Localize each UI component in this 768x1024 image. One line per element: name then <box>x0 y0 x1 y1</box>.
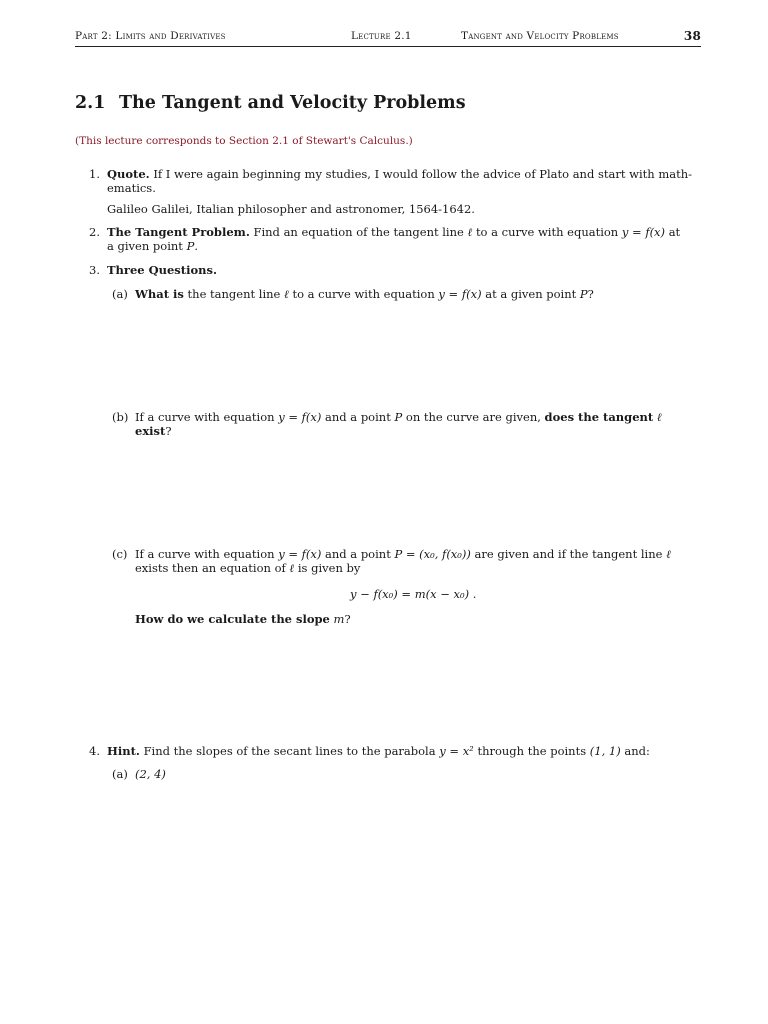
tangent-problem-text-c: at <box>668 225 681 239</box>
question-a-text-c: at a given point <box>485 287 577 301</box>
point-symbol: P <box>579 287 588 301</box>
hint-text-a: Find the slopes of the secant lines to the parabola <box>143 744 436 758</box>
header-part: Part 2: Limits and Derivatives <box>75 30 226 42</box>
tangent-problem-text-a: Find an equation of the tangent line <box>253 225 464 239</box>
hint-text-b: through the points <box>477 744 587 758</box>
ell-symbol: ℓ <box>467 225 473 239</box>
running-header <box>75 30 701 46</box>
hint-text-c: and: <box>624 744 650 758</box>
section-number: 2.1 <box>75 93 106 113</box>
quote-line-2: ematics. <box>107 181 156 195</box>
item-1-number: 1. <box>89 167 100 181</box>
question-b-label: (b) <box>112 410 129 424</box>
question-a-bold: What is <box>135 287 184 301</box>
header-topic: Tangent and Velocity Problems <box>461 30 619 42</box>
tangent-problem-line-2 <box>107 239 198 254</box>
question-c-label: (c) <box>112 547 128 561</box>
section-note: (This lecture corresponds to Section 2.1 of Stewart's Calculus.) <box>75 135 413 147</box>
question-a <box>135 287 594 302</box>
slope-symbol: m <box>333 612 345 626</box>
question-b-text-c: on the curve are given, <box>405 410 541 424</box>
point-equation: P = (x₀, f(x₀)) <box>394 547 471 561</box>
quote-text-1: If I were again beginning my studies, I would follow the advice of Plato and start with math- <box>153 167 693 181</box>
tangent-problem-line-1 <box>107 225 680 240</box>
hint-title: Hint. <box>107 744 140 758</box>
question-c-text-b: and a point <box>325 547 391 561</box>
hint-line <box>107 744 650 759</box>
question-b-line-1 <box>135 410 662 425</box>
hint-a-label: (a) <box>112 767 128 781</box>
ell-symbol: ℓ <box>666 547 671 561</box>
header-rule <box>75 46 701 47</box>
quote-attribution: Galileo Galilei, Italian philosopher and astronomer, 1564-1642. <box>107 202 475 216</box>
question-b-bold-b: exist <box>135 424 166 438</box>
question-mark: ? <box>344 612 351 626</box>
header-lecture: Lecture 2.1 <box>351 30 412 42</box>
point-symbol: P <box>186 239 195 253</box>
question-b-bold-a: does the tangent <box>544 410 654 424</box>
question-c-text-a: If a curve with equation <box>135 547 275 561</box>
section-heading: The Tangent and Velocity Problems <box>119 93 466 113</box>
question-c-text-e: is given by <box>297 561 361 575</box>
curve-equation: y = f(x) <box>278 547 322 561</box>
question-b-line-2 <box>135 424 172 439</box>
tangent-problem-text-b: to a curve with equation <box>475 225 619 239</box>
parabola-equation: y = x² <box>439 744 474 758</box>
hint-a-point: (2, 4) <box>135 767 166 781</box>
quote-title: Quote. <box>107 167 150 181</box>
question-mark: ? <box>587 287 594 301</box>
curve-equation: y = f(x) <box>278 410 322 424</box>
item-2-number: 2. <box>89 225 100 239</box>
page-number: 38 <box>683 29 701 43</box>
curve-equation: y = f(x) <box>621 225 666 239</box>
three-questions-title: Three Questions. <box>107 263 217 277</box>
item-3-number: 3. <box>89 263 100 277</box>
item-4-number: 4. <box>89 744 100 758</box>
question-mark: ? <box>165 424 172 438</box>
tangent-problem-title: The Tangent Problem. <box>107 225 250 239</box>
question-c-bold: How do we calculate the slope <box>135 612 330 626</box>
ell-symbol: ℓ <box>284 287 289 301</box>
tangent-line-equation: y − f(x₀) = m(x − x₀) . <box>350 587 477 601</box>
question-b-text-a: If a curve with equation <box>135 410 275 424</box>
question-a-text-a: the tangent line <box>187 287 281 301</box>
quote-line-1 <box>107 167 692 182</box>
tangent-problem-text-d: a given point <box>107 239 183 253</box>
ell-symbol: ℓ <box>656 410 662 424</box>
section-title <box>75 93 466 113</box>
curve-equation: y = f(x) <box>438 287 482 301</box>
ell-symbol: ℓ <box>289 561 295 575</box>
period: . <box>194 239 198 253</box>
question-c-text-c: are given and if the tangent line <box>474 547 663 561</box>
fixed-point: (1, 1) <box>589 744 621 758</box>
question-b-text-b: and a point <box>325 410 391 424</box>
question-c-slope-question <box>135 612 351 627</box>
question-c-line-1 <box>135 547 671 562</box>
question-c-line-2 <box>135 561 360 576</box>
point-symbol: P <box>394 410 403 424</box>
question-a-text-b: to a curve with equation <box>292 287 435 301</box>
question-c-text-d: exists then an equation of <box>135 561 286 575</box>
question-a-label: (a) <box>112 287 128 301</box>
